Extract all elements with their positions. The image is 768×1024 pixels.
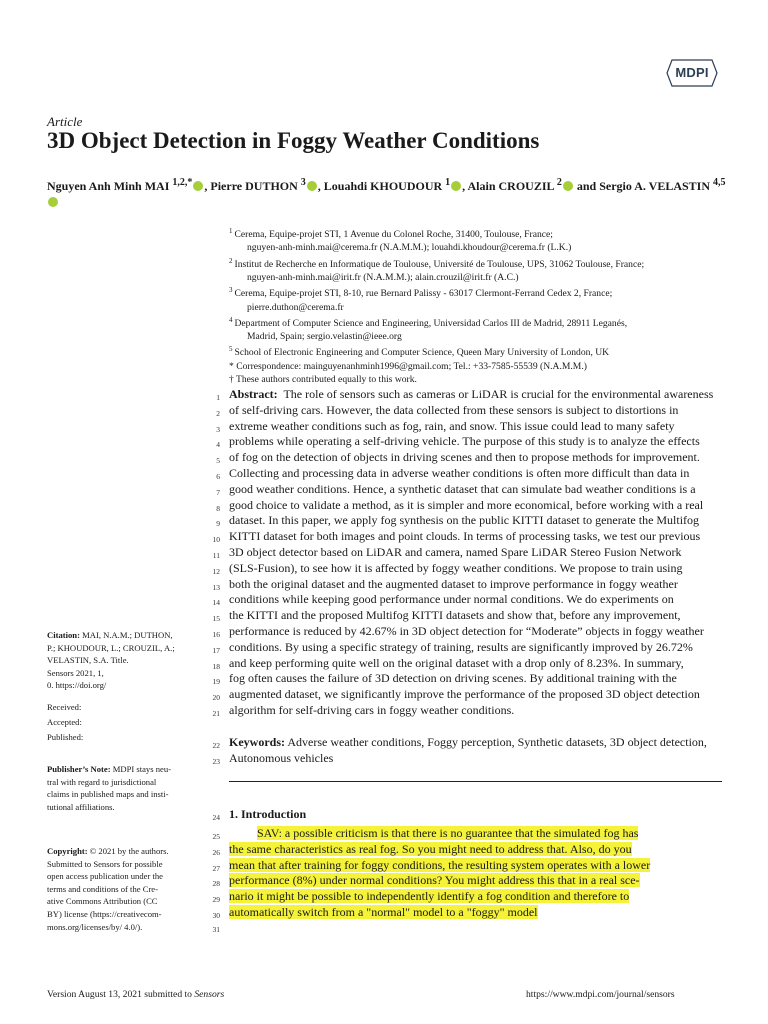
- line-number: 31: [212, 925, 220, 934]
- affiliation: $^5$ School of Electronic Engineering and Computer Science, Queen Mary University of London, UK: [229, 345, 610, 359]
- author-name: Alain CROUZIL: [467, 179, 554, 193]
- line-number: 27: [212, 863, 220, 873]
- line-number: 29: [212, 895, 220, 905]
- publisher-note-label: Publisher’s Note:: [47, 764, 111, 774]
- divider: [229, 781, 722, 782]
- orcid-icon[interactable]: [193, 181, 203, 191]
- abstract-line: algorithm for self-driving cars in foggy weather conditions.: [229, 702, 515, 717]
- line-number: 13: [212, 582, 220, 592]
- line-number: 2: [216, 408, 220, 418]
- line-number: 25: [212, 832, 220, 841]
- line-number: 14: [212, 598, 220, 608]
- author-name: Pierre DUTHON: [210, 179, 298, 193]
- abstract-line: both the original dataset and the augmented dataset to improve performance in foggy weather: [229, 576, 678, 591]
- line-number: 28: [212, 879, 220, 889]
- abstract-line: performance is reduced by 42.67% in 3D object detection for “Moderate” objects in foggy weather: [229, 623, 704, 638]
- abstract-line: conditions while keeping good performance under normal conditions. We do experiments on: [229, 592, 674, 607]
- mdpi-logo: [666, 58, 718, 88]
- doi-link[interactable]: 0. https://doi.org/: [47, 680, 107, 691]
- affiliation: $^1$ Cerema, Equipe-projet STI, 1 Avenue du Colonel Roche, 31400, Toulouse, France; nguyen-anh-minh.mai@cerema.fr (N.A.M.M.); louahdi.khoudour@cerema.fr (L.K.): [229, 227, 572, 254]
- affiliations: [229, 225, 724, 386]
- orcid-icon[interactable]: [48, 197, 58, 207]
- citation-label: Citation:: [47, 630, 80, 640]
- line-number: 20: [212, 693, 220, 703]
- highlighted-comment: [229, 826, 722, 921]
- abstract-line: and keep performing quite well on the original dataset with a drop only of 8.23%. In summary,: [229, 655, 684, 670]
- abstract-line: dataset. In this paper, we apply fog synthesis on the public KITTI dataset to generate the Multifog: [229, 513, 700, 528]
- author-affil-sup: 3: [300, 177, 306, 188]
- keywords-label: Keywords:: [229, 735, 285, 749]
- line-number: 7: [216, 487, 220, 497]
- line-number: 22: [212, 741, 220, 750]
- author-list: Nguyen Anh Minh MAI $^{1,2,*}$ , Pierre DUTHON $^3$ , Louahdi KHOUDOUR $^1$ , Alain CROUZIL $^2$ and Sergio A. VELASTIN $^{4,5}$: [47, 175, 727, 210]
- orcid-icon[interactable]: [563, 181, 573, 191]
- abstract-line: (SLS-Fusion), to see how it is affected by foggy weather conditions. We propose to train using: [229, 560, 683, 575]
- received-label: Received:: [47, 702, 82, 712]
- dates-block: [47, 700, 197, 745]
- line-number: 30: [212, 911, 220, 920]
- accepted-label: Accepted:: [47, 717, 82, 727]
- author-affil-sup: 1: [445, 177, 451, 188]
- footer-journal: Sensors: [194, 989, 225, 1000]
- abstract-line: fog often causes the failure of 3D detection on driving scenes. By additional training with the: [229, 671, 677, 686]
- highlight-line: performance (8%) under normal conditions? You might address this that in a real sce-: [229, 873, 640, 888]
- author-affil-sup: 1,2,*: [172, 177, 193, 188]
- abstract-line: good weather conditions. Hence, a synthetic dataset that can simulate bad weather conditions is a: [229, 481, 696, 496]
- affiliation: $^4$ Department of Computer Science and Engineering, Universidad Carlos III de Madrid, 28911 Leganés, Madrid, Spain; sergio.velastin@ieee.org: [229, 315, 628, 343]
- line-number: 5: [216, 456, 220, 466]
- author-name: Louahdi KHOUDOUR: [323, 179, 443, 193]
- abstract: [229, 387, 722, 719]
- line-number: 17: [212, 645, 220, 655]
- copyright-label: Copyright:: [47, 846, 88, 856]
- line-number: 16: [212, 630, 220, 639]
- abstract-label: Abstract:: [229, 387, 278, 401]
- line-number: 11: [212, 551, 220, 560]
- paper-title: 3D Object Detection in Foggy Weather Conditions: [47, 128, 540, 153]
- line-number: 19: [212, 677, 220, 687]
- line-number: 6: [216, 472, 220, 481]
- highlight-line: mean that after training for foggy conditions, the resulting system operates with a lower: [229, 857, 651, 872]
- abstract-line: of fog on the detection of objects in driving scenes and then to propose methods for improvement.: [229, 450, 700, 465]
- line-number: 15: [212, 614, 220, 624]
- abstract-line: the KITTI and the proposed Multifog KITTI datasets and show that, before any improvement,: [229, 608, 681, 623]
- author-name: Nguyen Anh Minh MAI: [47, 179, 170, 193]
- abstract-line: problems while operating a self-driving vehicle. The purpose of this study is to analyze the effects: [229, 434, 700, 449]
- line-number: 18: [212, 661, 220, 671]
- line-number: 9: [216, 519, 220, 529]
- correspondence: * Correspondence: mainguyenanhminh1996@gmail.com; Tel.: +33-7585-55539 (N.A.M.M.): [229, 360, 587, 372]
- line-number: 8: [216, 503, 220, 513]
- author-affil-sup: 4,5: [713, 177, 726, 188]
- highlight-line: the same characteristics as real fog. So you might need to address that. Also, do you: [229, 841, 632, 856]
- highlight-line: SAV: a possible criticism is that there is no guarantee that the simulated fog has: [257, 826, 639, 840]
- line-number: 24: [212, 813, 220, 822]
- abstract-line: of self-driving cars. However, the data collected from these sensors is subject to distortions in: [229, 402, 679, 417]
- author-affil-sup: 2: [556, 177, 562, 188]
- affiliation: $^3$ Cerema, Equipe-projet STI, 8-10, rue Bernard Palissy - 63017 Clermont-Ferrand Cedex 2, France; pierre.duthon@cerema.fr: [229, 286, 613, 313]
- publisher-note: Publisher’s Note: MDPI stays neu- tral with regard to jurisdictional claims in published maps and insti- tutional affiliations.: [47, 764, 171, 812]
- abstract-line: augmented dataset, we significantly improve the performance of the proposed 3D object detection: [229, 687, 700, 702]
- line-number: 1: [216, 393, 220, 402]
- abstract-line: conditions. By using a specific strategy of training, results are significantly improved by 26.72%: [229, 639, 693, 654]
- line-number: 10: [212, 535, 220, 545]
- copyright-block: Copyright: © 2021 by the authors. Submitted to Sensors for possible open access publication under the terms and conditions of the Cre- ative Commons Attribution (CC BY) license (https://creativecom- mons.org/licenses/by/ 4.0/).: [47, 846, 169, 932]
- abstract-line: KITTI dataset for both images and point clouds. In terms of processing tasks, we test our previous: [229, 529, 701, 544]
- footer-version: Version August 13, 2021 submitted to Sensors: [47, 989, 225, 1000]
- logo-text: MDPI: [675, 65, 709, 80]
- abstract-line: extreme weather conditions such as fog, rain, and snow. This issue could lead to many safety: [229, 418, 675, 433]
- highlight-line: nario it might be possible to independently identify a fog condition and therefore to: [229, 889, 630, 904]
- line-number: 21: [212, 709, 220, 718]
- line-number: 12: [212, 566, 220, 576]
- published-label: Published:: [47, 732, 84, 742]
- abstract-line: good choice to validate a method, as it is simpler and more economical, before working with a real: [229, 497, 704, 512]
- keywords: Keywords: Adverse weather conditions, Foggy perception, Synthetic datasets, 3D object detection, Autonomous vehicles: [229, 735, 707, 765]
- section-heading: 1. Introduction: [229, 807, 307, 821]
- citation-block: Citation: MAI, N.A.M.; DUTHON, P.; KHOUDOUR, L.; CROUZIL, A.; VELASTIN, S.A. Title. Sensors 2021, 1, 0. https://doi.org/: [47, 629, 197, 692]
- footer-journal-url[interactable]: https://www.mdpi.com/journal/sensors: [526, 989, 675, 1000]
- abstract-line: Collecting and processing data in adverse weather conditions is often more difficult than data in: [229, 465, 690, 480]
- line-number: 3: [216, 424, 220, 434]
- highlight-line: automatically switch from a "normal" model to a "foggy" model: [229, 904, 538, 919]
- abstract-line: Abstract: The role of sensors such as cameras or LiDAR is crucial for the environmental awareness: [229, 387, 714, 401]
- author-name: Sergio A. VELASTIN: [599, 179, 711, 193]
- orcid-icon[interactable]: [307, 181, 317, 191]
- article-type: Article: [47, 114, 83, 129]
- line-number: 26: [212, 847, 220, 857]
- line-number: 4: [216, 440, 220, 450]
- equal-contribution-note: † These authors contributed equally to this work.: [229, 373, 417, 385]
- abstract-line: 3D object detector based on LiDAR and camera, named Spare LiDAR Stereo Fusion Network: [229, 544, 682, 559]
- orcid-icon[interactable]: [451, 181, 461, 191]
- affiliation: $^2$ Institut de Recherche en Informatique de Toulouse, Université de Toulouse, UPS, 31062 Toulouse, France; nguyen-anh-minh.mai@irit.fr (N.A.M.M.); alain.crouzil@irit.fr (A.C.): [229, 256, 645, 283]
- line-number: 23: [212, 757, 220, 766]
